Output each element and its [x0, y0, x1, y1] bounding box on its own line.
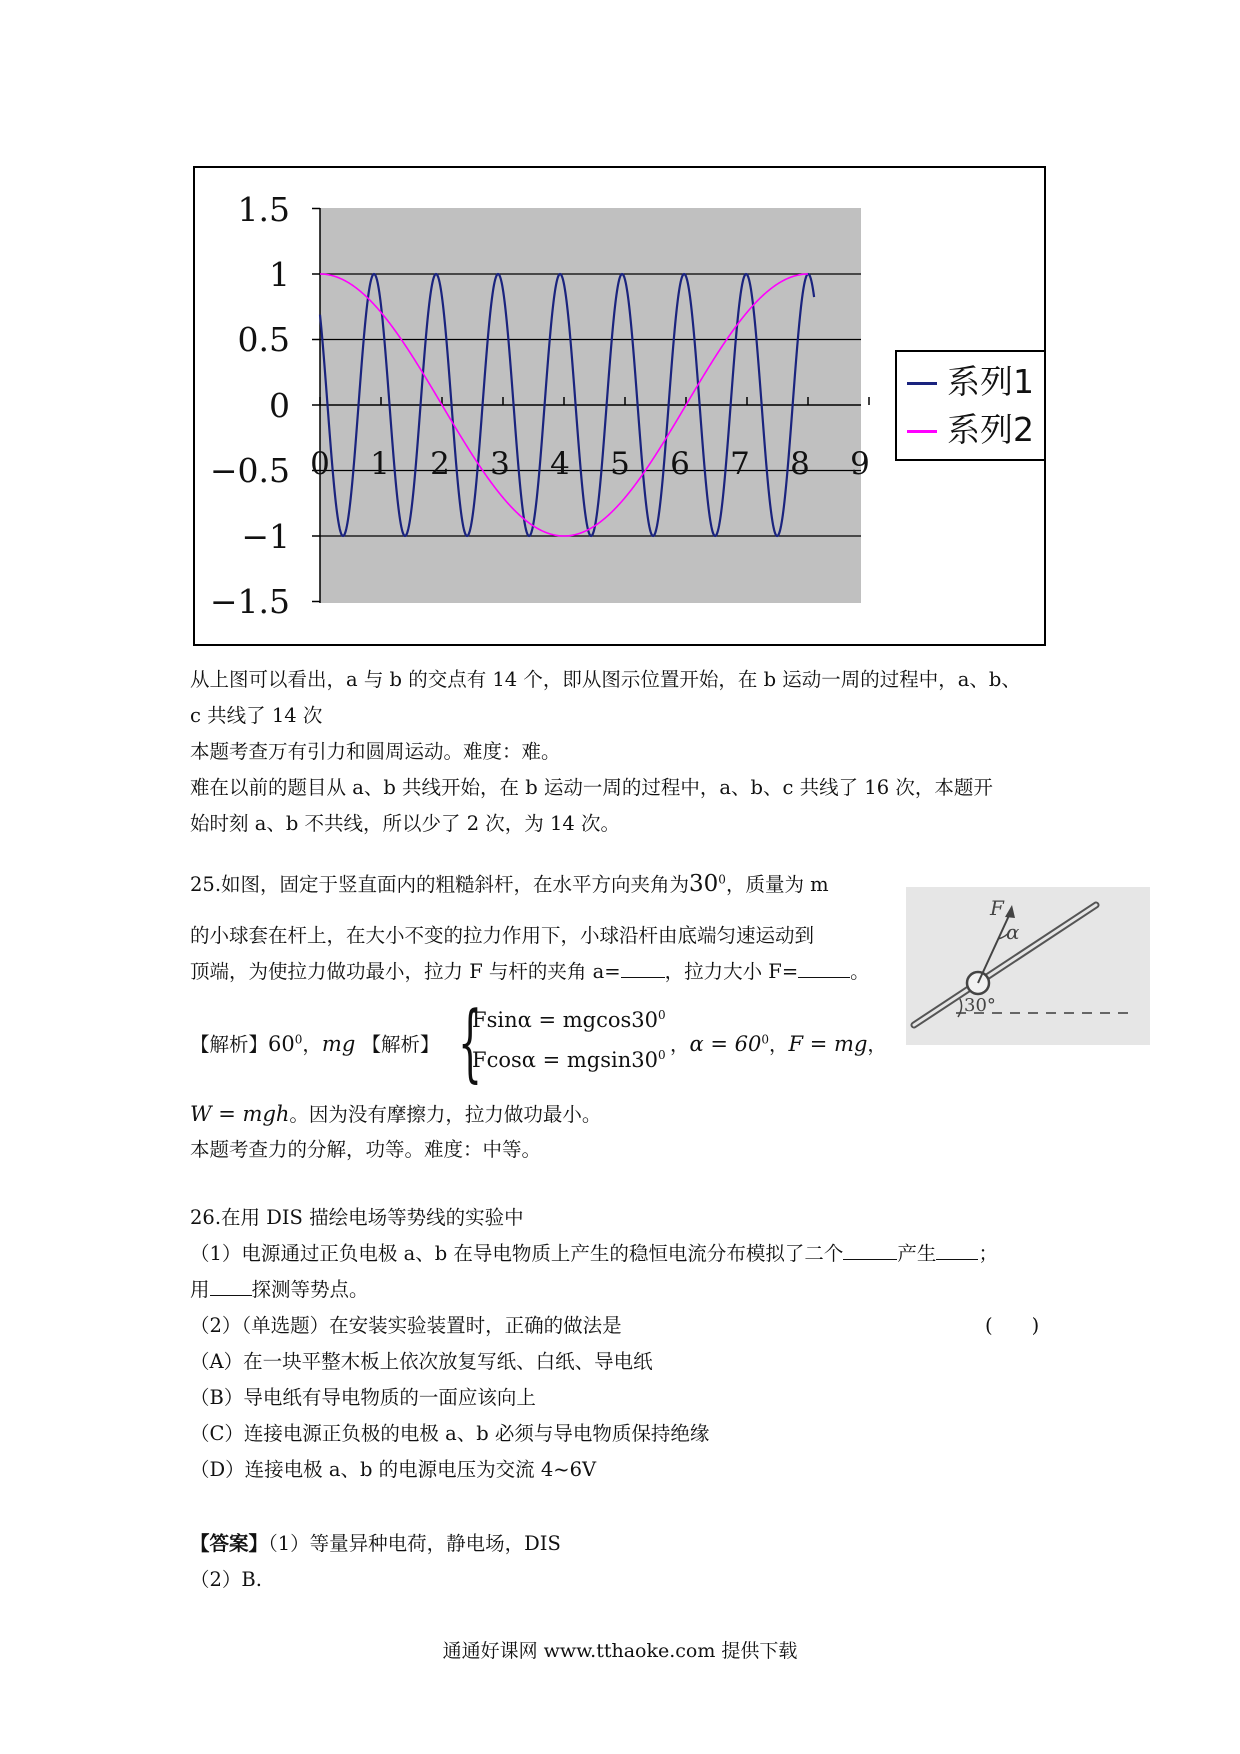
answer-25-result: ，$\alpha = 60^0$，F = mg， [670, 1032, 887, 1056]
q26-text: 探测等势点。 [251, 1278, 369, 1301]
y-tick-label: 0.5 [237, 320, 290, 359]
y-tick-label: −0.5 [209, 451, 290, 490]
paragraph-line: 从上图可以看出，a 与 b 的交点有 14 个，即从图示位置开始，在 b 运动一周的过程中，a、b、 [190, 668, 1021, 691]
x-tick-label: 9 [850, 446, 870, 482]
legend-entry [907, 362, 1034, 402]
legend-entry [907, 410, 1034, 450]
analysis-tag: 【解析】 [361, 1033, 440, 1056]
incline-drawing [906, 887, 1150, 1045]
answer-tag: 【答案】 [190, 1532, 269, 1555]
q26-text: ； [978, 1242, 998, 1265]
equation-line: $Fsin\alpha = mgcos30^0$ [472, 1008, 666, 1032]
alpha-result: α = 60 [689, 1032, 762, 1056]
x-tick-label: 5 [610, 446, 630, 482]
analysis-tag: 【解析】 [190, 1033, 269, 1056]
alpha-label: α [1006, 920, 1020, 944]
question-26-line [190, 1240, 998, 1268]
x-tick-label: 8 [790, 446, 810, 482]
y-tick-label: 1.5 [237, 190, 290, 229]
x-tick-label: 0 [310, 446, 330, 482]
y-tick-label: −1 [241, 517, 290, 556]
question-25-line: 25.如图，固定于竖直面内的粗糙斜杆，在水平方向夹角为$30^0$，质量为 m [190, 871, 829, 897]
brace-icon: { [458, 993, 483, 1091]
paragraph-line: c 共线了 14 次 [190, 704, 323, 727]
y-tick-label: 0 [269, 386, 290, 425]
x-tick-label: 6 [670, 446, 690, 482]
line-chart [0, 0, 1240, 700]
question-26-title: 26.在用 DIS 描绘电场等势线的实验中 [190, 1206, 524, 1229]
answer-26-line: （2）B. [190, 1568, 262, 1591]
q26-text: （1）电源通过正负电极 a、b 在导电物质上产生的稳恒电流分布模拟了二个 [190, 1242, 844, 1265]
question-26-line [190, 1276, 369, 1304]
y-tick-label: 1 [269, 255, 290, 294]
answer-blank[interactable] [843, 1241, 897, 1260]
answer-paren: ( ) [985, 1314, 1040, 1337]
x-tick-label: 7 [730, 446, 750, 482]
question-25-line [190, 958, 870, 986]
paragraph-line: 难在以前的题目从 a、b 共线开始，在 b 运动一周的过程中，a、b、c 共线了 16 次，本题开 [190, 776, 993, 799]
answer-blank[interactable] [621, 959, 665, 978]
x-tick-label: 2 [430, 446, 450, 482]
answer-blank[interactable] [210, 1277, 252, 1296]
chart-legend [895, 350, 1046, 461]
paragraph-line: 始时刻 a、b 不共线，所以少了 2 次，为 14 次。 [190, 812, 621, 835]
paragraph-line: 本题考查万有引力和圆周运动。难度：难。 [190, 740, 561, 763]
legend-swatch [907, 430, 937, 433]
question-26-line: （2）（单选题）在安装实验装置时，正确的做法是 [190, 1314, 622, 1337]
answer-25-line [190, 1100, 601, 1129]
q25-text: 。 [850, 960, 870, 983]
force-label: F [990, 896, 1004, 920]
answer-blank[interactable] [936, 1241, 978, 1260]
option-a: （A）在一块平整木板上依次放复写纸、白纸、导电纸 [190, 1350, 653, 1373]
page-footer: 通通好课网 www.tthaoke.com 提供下载 [442, 1640, 798, 1662]
option-b: （B）导电纸有导电物质的一面应该向上 [190, 1386, 536, 1409]
incline-figure [906, 887, 1150, 1045]
q25-text-end: ，质量为 m [725, 873, 829, 896]
q25-text: 25.如图，固定于竖直面内的粗糙斜杆，在水平方向夹角为 [190, 873, 690, 896]
answer-force: mg [321, 1032, 356, 1056]
legend-label: 系列1 [947, 362, 1034, 401]
question-25-line: 的小球套在杆上，在大小不变的拉力作用下，小球沿杆由底端匀速运动到 [190, 924, 815, 947]
work-formula: W = mgh [190, 1102, 290, 1126]
answer-25-line: 本题考查力的分解，功等。难度：中等。 [190, 1138, 542, 1161]
x-tick-label: 4 [550, 446, 570, 482]
answer-blank[interactable] [798, 959, 850, 978]
x-tick-label: 1 [370, 446, 390, 482]
x-tick-label: 3 [490, 446, 510, 482]
q25-text: 顶端，为使拉力做功最小，拉力 F 与杆的夹角 a= [190, 960, 621, 983]
answer-angle: 60 [268, 1032, 295, 1056]
answer-26-part1: （1）等量异种电荷，静电场，DIS [268, 1532, 561, 1555]
work-text: 。因为没有摩擦力，拉力做功最小。 [289, 1103, 602, 1126]
q25-angle: 30 [689, 871, 719, 897]
q25-text: ，拉力大小 F= [664, 960, 799, 983]
option-c: （C）连接电源正负极的电极 a、b 必须与导电物质保持绝缘 [190, 1422, 710, 1445]
q26-text: 产生 [897, 1242, 937, 1265]
q26-text: 用 [190, 1278, 210, 1301]
answer-25-line: 【解析】$60^0$，mg 【解析】 [190, 1032, 440, 1056]
y-tick-label: −1.5 [209, 582, 290, 621]
legend-label: 系列2 [947, 410, 1034, 449]
legend-swatch [907, 382, 937, 385]
answer-26-line [190, 1530, 561, 1558]
equation-line: $Fcos\alpha = mgsin30^0$ [472, 1048, 666, 1072]
force-result: F = mg [788, 1032, 868, 1056]
option-d: （D）连接电极 a、b 的电源电压为交流 4~6V [190, 1458, 597, 1481]
angle-label: 30° [964, 995, 996, 1016]
